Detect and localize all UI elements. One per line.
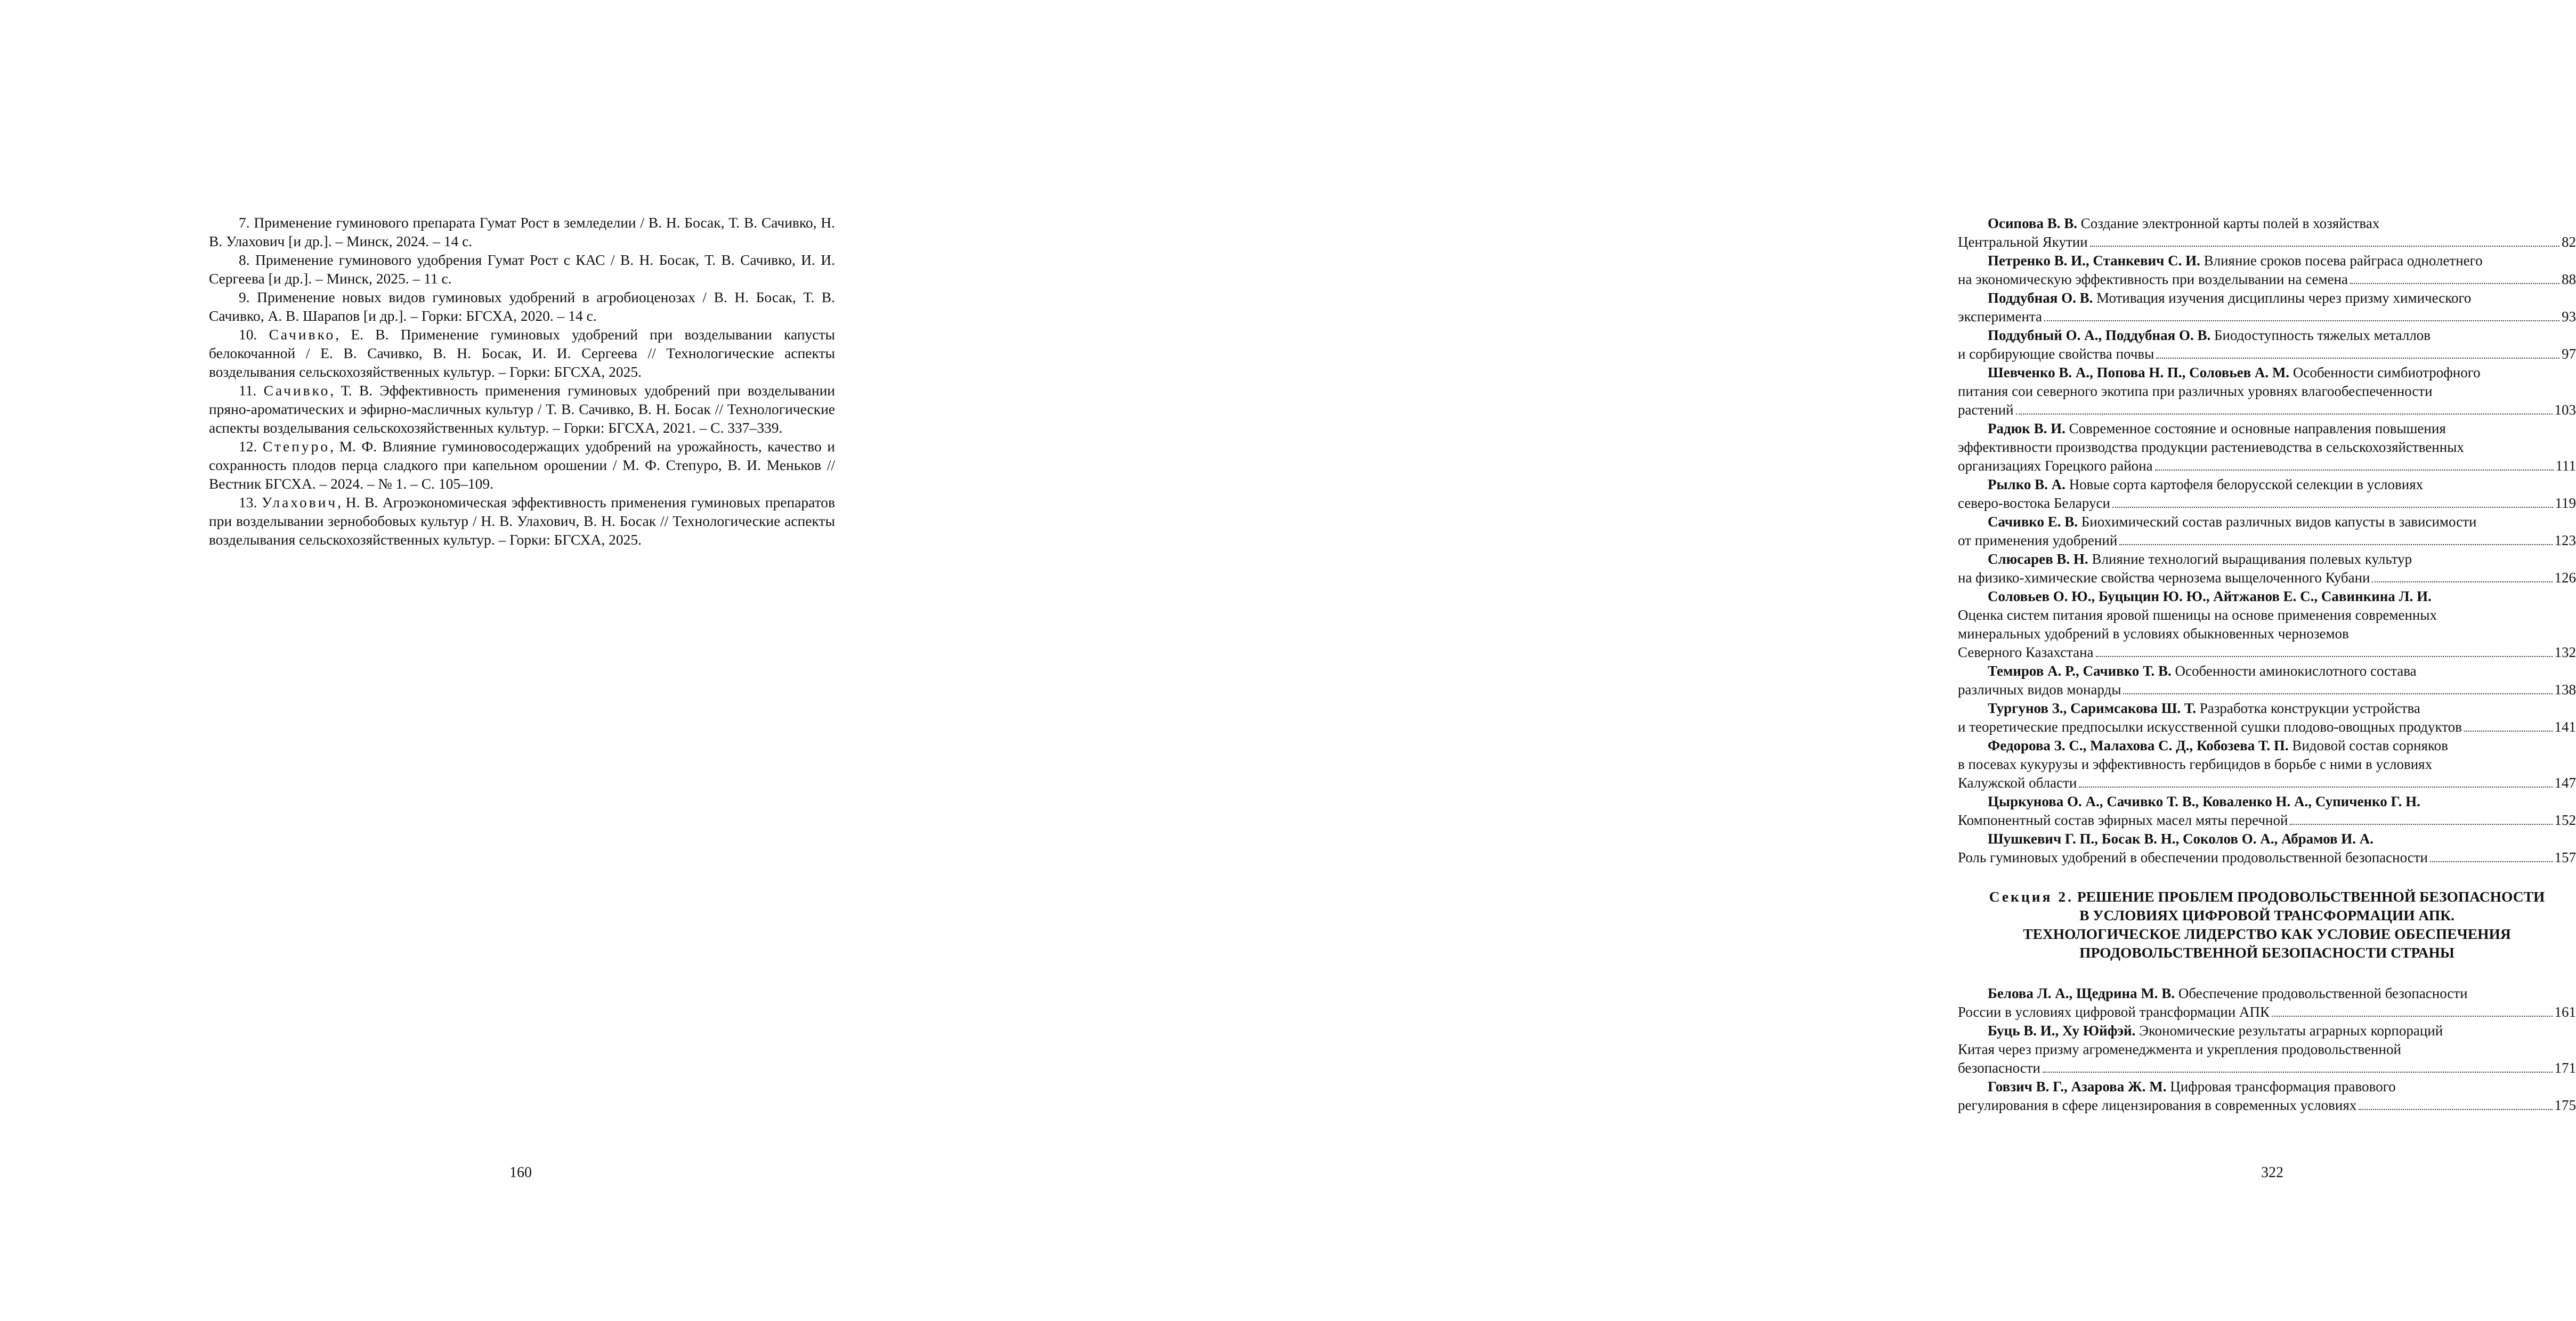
toc-authors: Осипова В. В. <box>1988 215 2078 231</box>
toc-title-line: в посевах кукурузы и эффективность гербицидов в борьбе с ними в условиях <box>1958 756 2433 772</box>
toc-dot-leader <box>2043 1072 2553 1073</box>
toc-first-line <box>1958 1077 2576 1096</box>
toc-page-number: 132 <box>2554 644 2576 660</box>
toc-page-number: 141 <box>2554 719 2576 735</box>
toc-page-number: 157 <box>2554 849 2576 865</box>
reference-item <box>209 288 835 325</box>
toc-first-line <box>1958 419 2576 438</box>
reference-author: Сачивко <box>269 326 336 343</box>
toc-dot-leader <box>2079 787 2552 788</box>
reference-number: 10. <box>239 326 257 343</box>
toc-page-number: 88 <box>2562 271 2576 287</box>
toc-dot-leader <box>2090 246 2559 247</box>
toc-title-line: Оценка систем питания яровой пшеницы на основе применения современных <box>1958 607 2437 623</box>
toc-authors: Тургунов З., Саримсакова Ш. Т. <box>1988 700 2196 716</box>
toc-entry <box>1958 214 2576 252</box>
toc-leader-line <box>1958 811 2576 830</box>
toc-entry <box>1958 1077 2576 1115</box>
toc-title-end: растений <box>1958 402 2014 418</box>
toc-page-number: 111 <box>2555 458 2576 474</box>
toc-entry <box>1958 475 2576 513</box>
toc-authors: Темиров А. Р., Сачивко Т. В. <box>1988 663 2172 679</box>
toc-title-end: организациях Горецкого района <box>1958 458 2153 474</box>
reference-text: Применение гуминового удобрения Гумат Рост с КАС / В. Н. Босак, Т. В. Сачивко, И. И. Сергеева [и др.]. – Минск, 2025. – 11 с. <box>209 252 835 287</box>
toc-first-line <box>1958 475 2576 494</box>
reference-item <box>209 493 835 549</box>
toc-title-line: эффективности производства продукции растениеводства в сельскохозяйственных <box>1958 439 2464 455</box>
reference-text: , Е. В. Применение гуминовых удобрений при возделывании капусты белокочанной / Е. В. Сачивко, В. Н. Босак, И. И. Сергеева // Технологические аспекты возделывания сельскохозяйственных культур. – Горки: БГСХА, 2025. <box>209 326 836 380</box>
toc-title-end: Роль гуминовых удобрений в обеспечении продовольственной безопасности <box>1958 849 2428 865</box>
page-number-right: 322 <box>2261 1164 2283 1181</box>
toc-entry <box>1958 289 2576 326</box>
toc-authors: Говзич В. Г., Азарова Ж. М. <box>1988 1079 2167 1095</box>
toc-leader-line <box>1958 680 2576 699</box>
toc-title-start: Биодоступность тяжелых металлов <box>2214 327 2431 343</box>
toc-leader-line <box>1958 848 2576 867</box>
toc-page-number: 147 <box>2554 775 2576 791</box>
toc-leader-line <box>1958 1003 2576 1022</box>
toc-title-start: Экономические результаты аграрных корпораций <box>2139 1023 2443 1039</box>
toc-title-end: и теоретические предпосылки искусственной сушки плодово-овощных продуктов <box>1958 719 2462 735</box>
toc-authors: Белова Л. А., Щедрина М. В. <box>1988 985 2175 1001</box>
toc-first-line <box>1958 252 2576 270</box>
toc-title-end: различных видов монарды <box>1958 682 2121 698</box>
toc-title-end: Калужской области <box>1958 775 2077 791</box>
references-list <box>209 213 835 549</box>
toc-authors: Петренко В. И., Станкевич С. И. <box>1988 253 2200 269</box>
toc-authors: Соловьев О. Ю., Буцыцин Ю. Ю., Айтжанов Е. С., Савинкина Л. И. <box>1988 588 2432 604</box>
toc-entry <box>1958 252 2576 289</box>
toc-page-number: 82 <box>2562 234 2576 250</box>
toc-title-start: Обеспечение продовольственной безопасности <box>2178 985 2468 1001</box>
toc-authors: Радюк В. И. <box>1988 420 2065 436</box>
toc-first-line <box>1958 736 2576 755</box>
reference-author: Сачивко <box>263 382 330 399</box>
toc-leader-line <box>1958 718 2576 736</box>
toc-authors: Поддубный О. А., Поддубная О. В. <box>1988 327 2211 343</box>
toc-dot-leader <box>2112 507 2553 508</box>
toc-first-line <box>1958 830 2576 848</box>
toc-leader-line <box>1958 531 2576 550</box>
toc-dot-leader <box>2290 824 2552 825</box>
toc-page-number: 152 <box>2554 812 2576 828</box>
reference-text: , М. Ф. Влияние гуминовосодержащих удобрений на урожайность, качество и сохранность плодов перца сладкого при капельном орошении / М. Ф. Степуро, В. И. Меньков // Вестник БГСХА. – 2024. – № 1. – С. 105–109. <box>209 438 836 492</box>
reference-item <box>209 437 835 493</box>
toc-dot-leader <box>2016 414 2553 415</box>
toc-dot-leader <box>2359 1109 2552 1110</box>
toc-authors: Шевченко В. А., Попова Н. П., Соловьев А. М. <box>1988 364 2290 380</box>
toc-entry <box>1958 326 2576 363</box>
toc-page-number: 175 <box>2554 1097 2576 1113</box>
toc-first-line <box>1958 513 2576 531</box>
toc-title-start: Биохимический состав различных видов капусты в зависимости <box>2081 514 2477 530</box>
page-number-left: 160 <box>509 1164 532 1181</box>
toc-entry <box>1958 662 2576 699</box>
toc-page-number: 171 <box>2554 1060 2576 1076</box>
toc-authors: Шушкевич Г. П., Босак В. Н., Соколов О. А., Абрамов И. А. <box>1988 831 2374 847</box>
toc-page-number: 93 <box>2562 309 2576 325</box>
toc-title-start: Создание электронной карты полей в хозяйствах <box>2080 215 2380 231</box>
toc-page-number: 119 <box>2555 495 2576 511</box>
toc-title-line: Китая через призму агроменеджмента и укрепления продовольственной <box>1958 1041 2401 1057</box>
toc-entry <box>1958 1022 2576 1077</box>
toc-title-start: Цифровая трансформация правового <box>2170 1079 2396 1095</box>
toc-dot-leader <box>2430 861 2553 862</box>
toc-first-line <box>1958 550 2576 569</box>
section-title-line-2: В УСЛОВИЯХ ЦИФРОВОЙ ТРАНСФОРМАЦИИ АПК. <box>2079 907 2455 923</box>
toc-title-end: и сорбирующие свойства почвы <box>1958 346 2154 362</box>
toc-first-line <box>1958 699 2576 718</box>
toc-title-end: регулирования в сфере лицензирования в современных условиях <box>1958 1097 2357 1113</box>
reference-item <box>209 213 835 250</box>
toc-first-line <box>1958 326 2576 345</box>
toc-leader-line <box>1958 1059 2576 1077</box>
toc-dot-leader <box>2272 1016 2552 1017</box>
toc-leader-line <box>1958 270 2576 289</box>
toc-title-end: от применения удобрений <box>1958 532 2118 548</box>
toc-title-end: на физико-химические свойства чернозема выщелоченного Кубани <box>1958 570 2370 586</box>
toc-page-number: 161 <box>2554 1004 2576 1020</box>
right-page <box>935 0 2576 1321</box>
section-title-line-3: ТЕХНОЛОГИЧЕСКОЕ ЛИДЕРСТВО КАК УСЛОВИЕ ОБЕСПЕЧЕНИЯ <box>2023 926 2511 942</box>
section-title-line-4: ПРОДОВОЛЬСТВЕННОЙ БЕЗОПАСНОСТИ СТРАНЫ <box>2079 944 2455 961</box>
toc-dot-leader <box>2372 581 2552 582</box>
toc-entry <box>1958 363 2576 419</box>
toc-leader-line <box>1958 494 2576 513</box>
toc-first-line <box>1958 363 2576 382</box>
toc-entry <box>1958 984 2576 1022</box>
reference-item <box>209 325 835 381</box>
toc-dot-leader <box>2155 469 2554 471</box>
toc-first-line <box>1958 289 2576 307</box>
toc-authors: Слюсарев В. Н. <box>1988 551 2088 567</box>
toc-title-start: Влияние технологий выращивания полевых культур <box>2092 551 2412 567</box>
toc-leader-line <box>1958 307 2576 326</box>
toc-title-end: Северного Казахстана <box>1958 644 2094 660</box>
reference-number: 8. <box>239 252 250 268</box>
reference-text: , Н. В. Агроэкономическая эффективность применения гуминовых препаратов при возделывании зернобобовых культур / Н. В. Улахович, В. Н. Босак // Технологические аспекты возделывания сельскохозяйственных культур. – Горки: БГСХА, 2025. <box>209 494 836 548</box>
toc-entry <box>1958 792 2576 830</box>
toc-first-line <box>1958 792 2576 811</box>
toc-authors: Буць В. И., Ху Юйфэй. <box>1988 1023 2136 1039</box>
toc-title-line: питания сои северного экотипа при различных уровнях влагообеспеченности <box>1958 383 2433 399</box>
toc-first-line <box>1958 984 2576 1003</box>
toc-dot-leader <box>2119 544 2552 545</box>
toc-first-line <box>1958 214 2576 233</box>
toc-section-2-entries <box>1958 984 2576 1115</box>
toc-page-number: 138 <box>2554 682 2576 698</box>
toc-authors: Сачивко Е. В. <box>1988 514 2078 530</box>
reference-number: 9. <box>239 289 250 305</box>
toc-leader-line <box>1958 569 2576 587</box>
reference-item <box>209 250 835 288</box>
toc-dot-leader <box>2464 731 2553 732</box>
toc-section-1-entries <box>1958 214 2576 867</box>
reference-text: Применение гуминового препарата Гумат Рост в земледелии / В. Н. Босак, Т. В. Сачивко, Н. В. Улахович [и др.]. – Минск, 2024. – 14 с. <box>209 214 835 249</box>
toc-authors: Поддубная О. В. <box>1988 290 2093 306</box>
toc-entry <box>1958 419 2576 475</box>
toc-first-line <box>1958 1022 2576 1040</box>
toc-title-end: безопасности <box>1958 1060 2040 1076</box>
reference-number: 13. <box>239 494 257 510</box>
toc-dot-leader <box>2123 693 2552 694</box>
reference-item <box>209 381 835 437</box>
toc-dot-leader <box>2096 656 2553 657</box>
reference-text: , Т. В. Эффективность применения гуминовых удобрений при возделывании пряно-ароматических и эфирно-масличных культур / Т. В. Сачивко, В. Н. Босак // Технологические аспекты возделывания сельскохозяйственных культур. – Горки: БГСХА, 2021. – С. 337–339. <box>209 382 836 436</box>
toc-title-line: минеральных удобрений в условиях обыкновенных черноземов <box>1958 626 2349 642</box>
toc-title-end: России в условиях цифровой трансформации АПК <box>1958 1004 2270 1020</box>
toc-title-end: на экономическую эффективность при возделывании на семена <box>1958 271 2348 287</box>
left-page <box>0 0 935 1321</box>
toc-authors: Цыркунова О. А., Сачивко Т. В., Коваленко Н. А., Супиченко Г. Н. <box>1988 793 2420 809</box>
toc-leader-line <box>1958 1096 2576 1115</box>
toc-title-start: Разработка конструкции устройства <box>2199 700 2420 716</box>
toc-leader-line <box>1958 457 2576 475</box>
toc-title-end: Компонентный состав эфирных масел мяты перечной <box>1958 812 2288 828</box>
toc-page-number: 97 <box>2562 346 2576 362</box>
toc-entry <box>1958 513 2576 550</box>
toc-entry <box>1958 736 2576 792</box>
section-prefix: Секция 2. <box>1989 888 2073 905</box>
toc-entry <box>1958 550 2576 587</box>
toc-title-end: северо-востока Беларуси <box>1958 495 2110 511</box>
toc-title-start: Мотивация изучения дисциплины через призму химического <box>2096 290 2472 306</box>
section-title-line-1: РЕШЕНИЕ ПРОБЛЕМ ПРОДОВОЛЬСТВЕННОЙ БЕЗОПАСНОСТИ <box>2077 888 2545 905</box>
reference-author: Степуро <box>262 438 330 455</box>
toc-title-start: Особенности аминокислотного состава <box>2175 663 2417 679</box>
toc-page-number: 123 <box>2554 532 2576 548</box>
toc-title-start: Современное состояние и основные направления повышения <box>2069 420 2446 436</box>
toc-leader-line <box>1958 643 2576 662</box>
section-heading <box>1958 887 2576 962</box>
reference-number: 11. <box>239 382 257 399</box>
reference-text: Применение новых видов гуминовых удобрений в агробиоценозах / В. Н. Босак, Т. В. Сачивко, А. В. Шарапов [и др.]. – Горки: БГСХА, 2020. – 14 с. <box>209 289 836 324</box>
toc-title-end: эксперимента <box>1958 309 2043 325</box>
toc-dot-leader <box>2044 320 2559 321</box>
toc-leader-line <box>1958 233 2576 252</box>
reference-number: 7. <box>239 214 250 231</box>
toc-leader-line <box>1958 345 2576 363</box>
reference-number: 12. <box>239 438 257 455</box>
toc-authors: Федорова З. С., Малахова С. Д., Кобозева Т. П. <box>1988 738 2289 753</box>
toc-authors: Рылко В. А. <box>1988 476 2065 492</box>
toc-leader-line <box>1958 774 2576 792</box>
reference-author: Улахович <box>261 494 338 510</box>
toc-title-start: Видовой состав сорняков <box>2292 738 2448 753</box>
toc-first-line <box>1958 662 2576 680</box>
toc-page-number: 126 <box>2554 570 2576 586</box>
toc-title-start: Новые сорта картофеля белорусской селекции в условиях <box>2069 476 2424 492</box>
toc-leader-line <box>1958 401 2576 419</box>
toc-title-start: Особенности симбиотрофного <box>2293 364 2481 380</box>
table-of-contents <box>1958 214 2576 1115</box>
toc-dot-leader <box>2156 358 2559 359</box>
toc-entry <box>1958 699 2576 736</box>
toc-page-number: 103 <box>2554 402 2576 418</box>
toc-entry <box>1958 587 2576 662</box>
toc-first-line <box>1958 587 2576 606</box>
toc-title-end: Центральной Якутии <box>1958 234 2088 250</box>
toc-entry <box>1958 830 2576 867</box>
toc-dot-leader <box>2350 283 2559 284</box>
toc-title-start: Влияние сроков посева райграса однолетнего <box>2204 253 2483 269</box>
